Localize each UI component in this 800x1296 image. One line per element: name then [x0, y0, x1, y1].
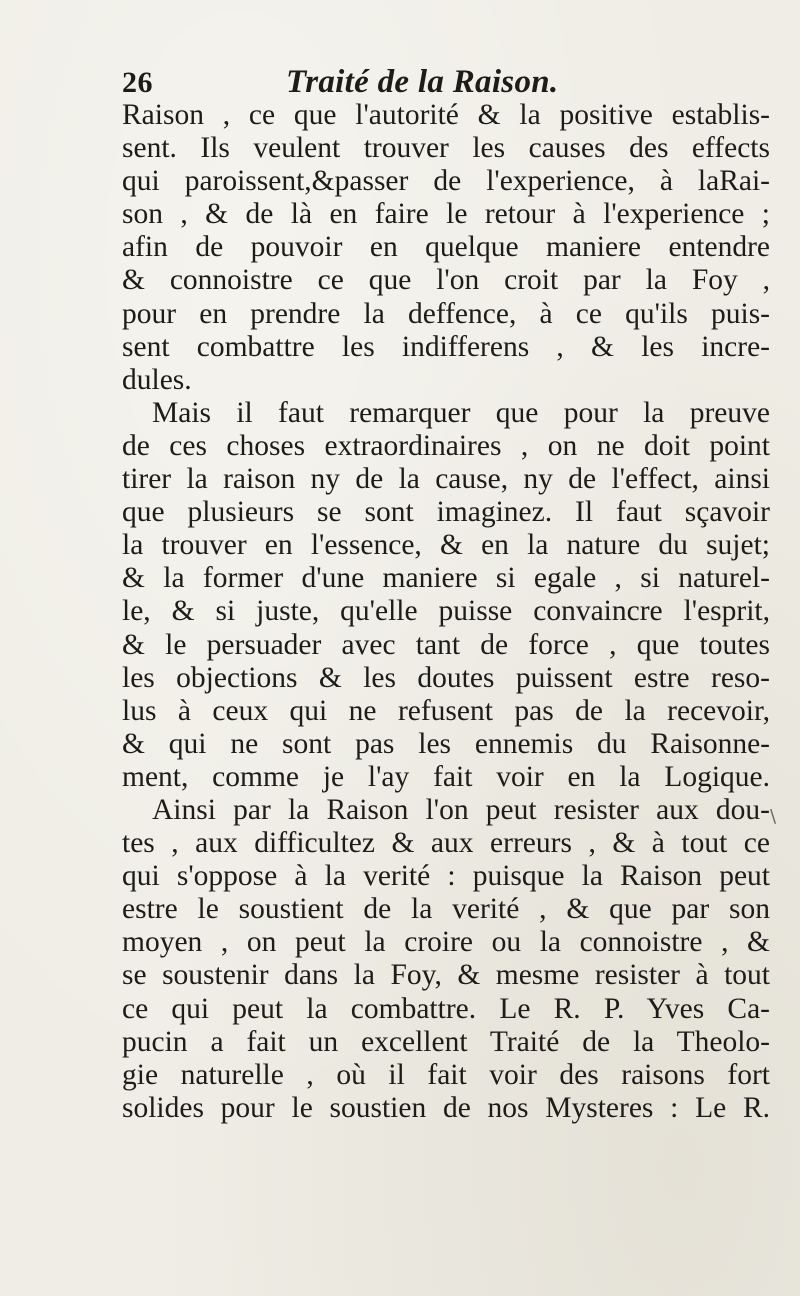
paragraph-start-line: Mais il faut remarquer que pour la preuve [152, 396, 770, 429]
text-line: sent. Ils veulent trouver les causes des effects [122, 132, 770, 165]
margin-mark: \ [770, 806, 777, 827]
text-line: & le persuader avec tant de force , que toutes [122, 628, 770, 661]
text-line: tes , aux difficultez & aux erreurs , & à tout ce [122, 827, 770, 860]
text-line: solides pour le soustien de nos Mysteres : Le R. [122, 1091, 770, 1124]
text-line: & la former d'une maniere si egale , si naturel- [122, 562, 770, 595]
text-line: lus à ceux qui ne refusent pas de la recevoir, [122, 694, 770, 727]
text-line: & qui ne sont pas les ennemis du Raisonne- [122, 727, 770, 760]
text-line: & connoistre ce que l'on croit par la Foy , [122, 264, 770, 297]
text-line: de ces choses extraordinaires , on ne doit point [122, 429, 770, 462]
text-line: estre le soustient de la verité , & que par son [122, 893, 770, 926]
text-line: se soustenir dans la Foy, & mesme resister à tout [122, 959, 770, 992]
text-line: sent combattre les indifferens , & les incre- [122, 330, 770, 363]
text-line: moyen , on peut la croire ou la connoistre , & [122, 926, 770, 959]
text-line: le, & si juste, qu'elle puisse convaincre l'esprit, [122, 595, 770, 628]
text-line: les objections & les doutes puissent estre reso- [122, 661, 770, 694]
text-line: pucin a fait un excellent Traité de la Theolo- [122, 1025, 770, 1058]
page-number: 26 [122, 66, 153, 99]
page-header [122, 66, 762, 102]
text-line: Raison , ce que l'autorité & la positive establis- [122, 99, 770, 131]
text-line: gie naturelle , où il fait voir des raisons fort [122, 1058, 770, 1091]
text-line: dules. [122, 363, 192, 396]
text-line: que plusieurs se sont imaginez. Il faut sçavoir [122, 496, 770, 529]
text-line: la trouver en l'essence, & en la nature du sujet; [122, 529, 770, 562]
running-title: Traité de la Raison. [286, 64, 559, 100]
text-line: qui paroissent,&passer de l'experience, à laRai- [122, 165, 770, 198]
text-line: tirer la raison ny de la cause, ny de l'effect, ainsi [122, 463, 770, 496]
paragraph-start-line: Ainsi par la Raison l'on peut resister aux dou- [152, 793, 770, 826]
text-line: son , & de là en faire le retour à l'experience ; [122, 198, 770, 231]
text-line: qui s'oppose à la verité : puisque la Raison peut [122, 860, 770, 893]
text-line: afin de pouvoir en quelque maniere entendre [122, 231, 770, 264]
text-line: pour en prendre la deffence, à ce qu'ils puis- [122, 297, 770, 330]
text-line: ce qui peut la combattre. Le R. P. Yves Ca- [122, 992, 770, 1025]
text-line: ment, comme je l'ay fait voir en la Logique. [122, 760, 770, 793]
body-text [122, 99, 770, 1125]
